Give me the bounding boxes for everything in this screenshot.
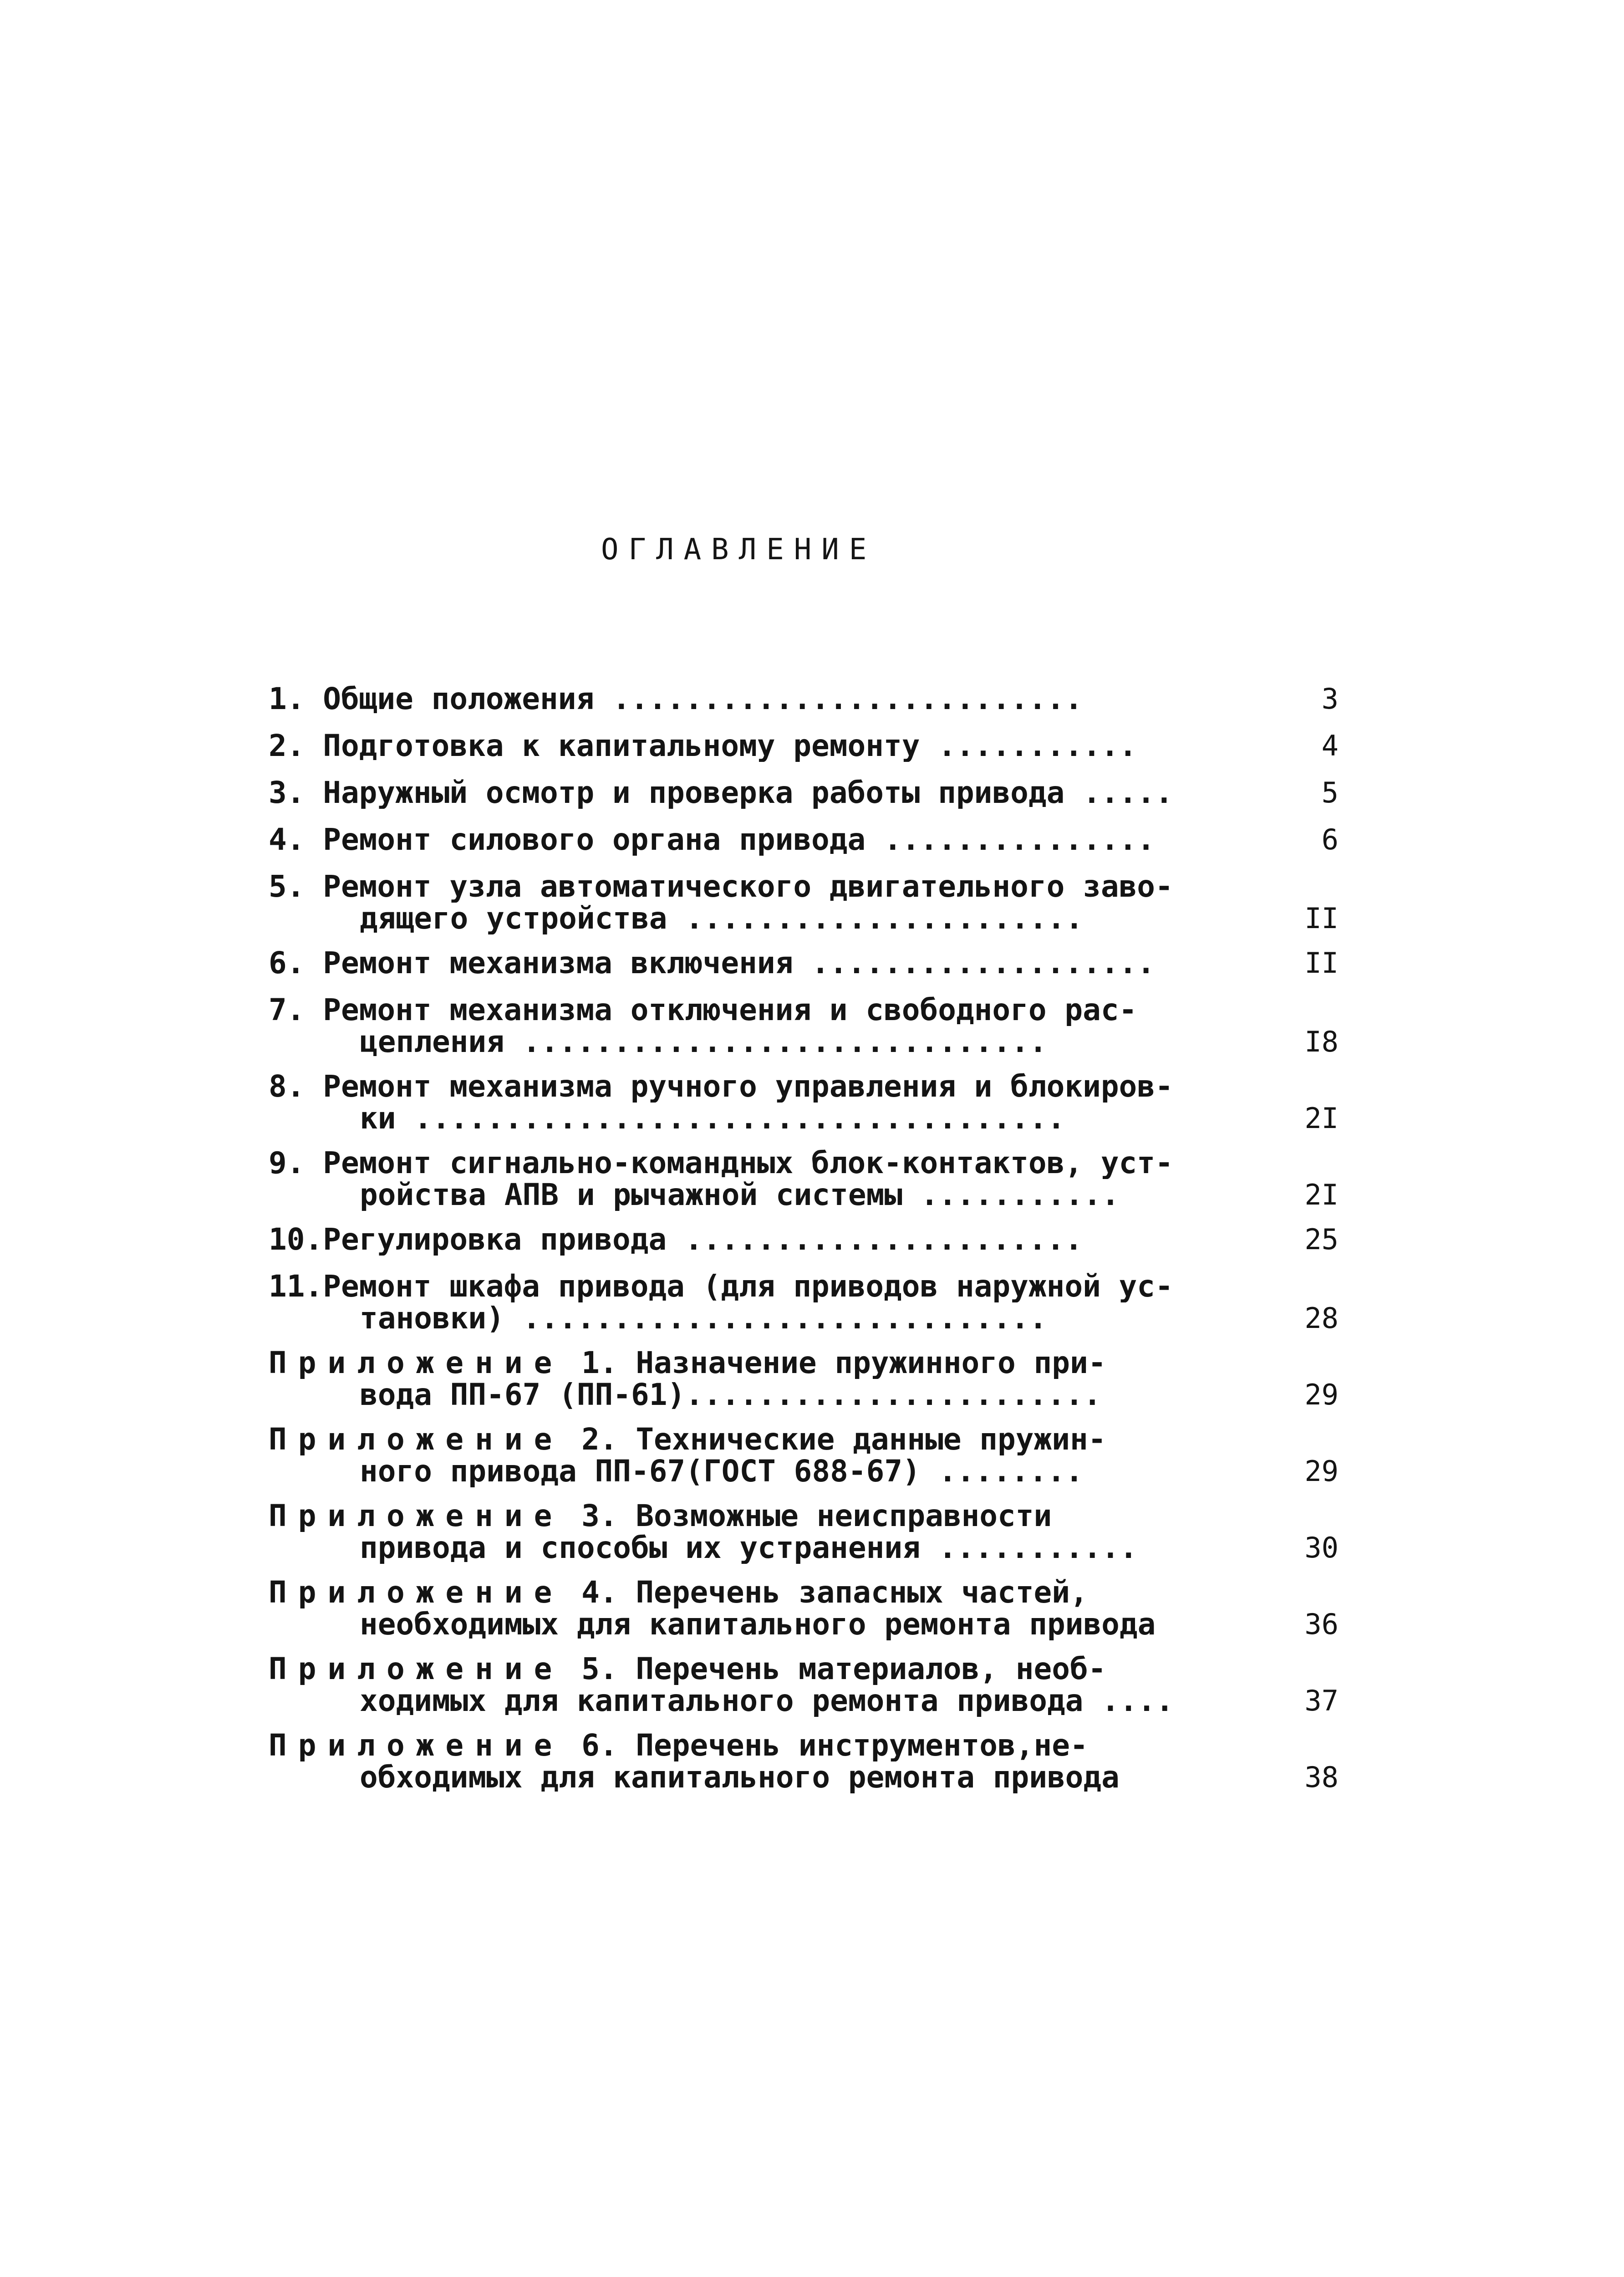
entry-page-number: 6 (1321, 823, 1339, 856)
entry-line: ходимых для капитального ремонта привода .... (360, 1685, 1174, 1717)
entry-line: 8. Ремонт механизма ручного управления и блокиров- (269, 1071, 1173, 1103)
entry-page-number: I8 (1304, 1025, 1339, 1058)
entry-page-number: 3 (1321, 682, 1339, 715)
entry-line: дящего устройства ...................... (360, 903, 1084, 934)
entry-line: 6. Ремонт механизма включения ................... (269, 947, 1156, 979)
entry-page-number: II (1304, 946, 1339, 980)
toc-entry (269, 730, 1339, 762)
toc-entry (269, 1271, 1339, 1334)
entry-line: 10.Регулировка привода ...................... (269, 1224, 1083, 1256)
toc-entry (269, 1424, 1339, 1487)
toc-entry (269, 1224, 1339, 1256)
entry-line: 3. Наружный осмотр и проверка работы привода ..... (269, 777, 1173, 809)
entry-line: 5. Ремонт узла автоматического двигательного заво- (269, 871, 1173, 903)
toc-entry (269, 1730, 1339, 1793)
entry-page-number: 37 (1304, 1684, 1339, 1717)
appendix-label: Приложение (269, 1730, 564, 1761)
entry-line: вода ПП-67 (ПП-61)....................... (360, 1379, 1102, 1411)
page-title: ОГЛАВЛЕНИЕ (601, 533, 877, 567)
entry-line: необходимых для капитального ремонта привода (360, 1608, 1156, 1640)
toc-entry (269, 1577, 1339, 1640)
entry-page-number: 5 (1321, 776, 1339, 809)
entry-page-number: 38 (1304, 1761, 1339, 1794)
appendix-label: Приложение (269, 1424, 564, 1455)
entry-page-number: 29 (1304, 1455, 1339, 1488)
entry-page-number: 36 (1304, 1608, 1339, 1641)
toc-entry (269, 777, 1339, 809)
entry-line: 9. Ремонт сигнально-командных блок-контактов, уст- (269, 1147, 1173, 1179)
entry-line: обходимых для капитального ремонта привода (360, 1761, 1120, 1793)
entry-line: 7. Ремонт механизма отключения и свободного рас- (269, 994, 1137, 1026)
entry-line: привода и способы их устранения ........... (360, 1532, 1138, 1564)
entry-line: тановки) ............................. (360, 1302, 1047, 1334)
toc-entry (269, 1147, 1339, 1211)
entry-line: 4. Перечень запасных частей, (581, 1577, 1088, 1608)
entry-page-number: 29 (1304, 1378, 1339, 1411)
entry-line: 3. Возможные неисправности (581, 1500, 1052, 1532)
toc-entry (269, 1653, 1339, 1717)
toc-entry (269, 683, 1339, 715)
toc-entry (269, 871, 1339, 934)
entry-line: ройства АПВ и рычажной системы ........... (360, 1179, 1120, 1211)
entry-line: 2. Подготовка к капитальному ремонту ........... (269, 730, 1137, 762)
appendix-label: Приложение (269, 1500, 564, 1532)
entry-line: 2. Технические данные пружин- (581, 1424, 1106, 1455)
entry-line: 5. Перечень материалов, необ- (581, 1653, 1106, 1685)
entry-page-number: II (1304, 902, 1339, 935)
appendix-label: Приложение (269, 1577, 564, 1608)
toc-entry (269, 947, 1339, 979)
entry-line: 1. Назначение пружинного при- (581, 1347, 1106, 1379)
entry-line: 1. Общие положения .......................... (269, 683, 1083, 715)
entry-line: цепления ............................. (360, 1026, 1047, 1058)
entry-line: 6. Перечень инструментов,не- (581, 1730, 1088, 1761)
entry-page-number: 25 (1304, 1223, 1339, 1256)
appendix-label: Приложение (269, 1653, 564, 1685)
entry-page-number: 2I (1304, 1178, 1339, 1211)
entry-line: ного привода ПП-67(ГОСТ 688-67) ........ (360, 1455, 1084, 1487)
toc-entry (269, 1071, 1339, 1134)
entry-line: 11.Ремонт шкафа привода (для приводов наружной ус- (269, 1271, 1173, 1302)
entry-page-number: 2I (1304, 1102, 1339, 1135)
toc-entry (269, 994, 1339, 1058)
toc-entry (269, 824, 1339, 856)
entry-line: ки .................................... (360, 1103, 1065, 1134)
entry-page-number: 28 (1304, 1302, 1339, 1335)
toc-entry (269, 1347, 1339, 1411)
entry-line: 4. Ремонт силового органа привода ............... (269, 824, 1156, 856)
appendix-label: Приложение (269, 1347, 564, 1379)
entry-page-number: 30 (1304, 1531, 1339, 1564)
toc-entry (269, 1500, 1339, 1564)
entry-page-number: 4 (1321, 729, 1339, 762)
